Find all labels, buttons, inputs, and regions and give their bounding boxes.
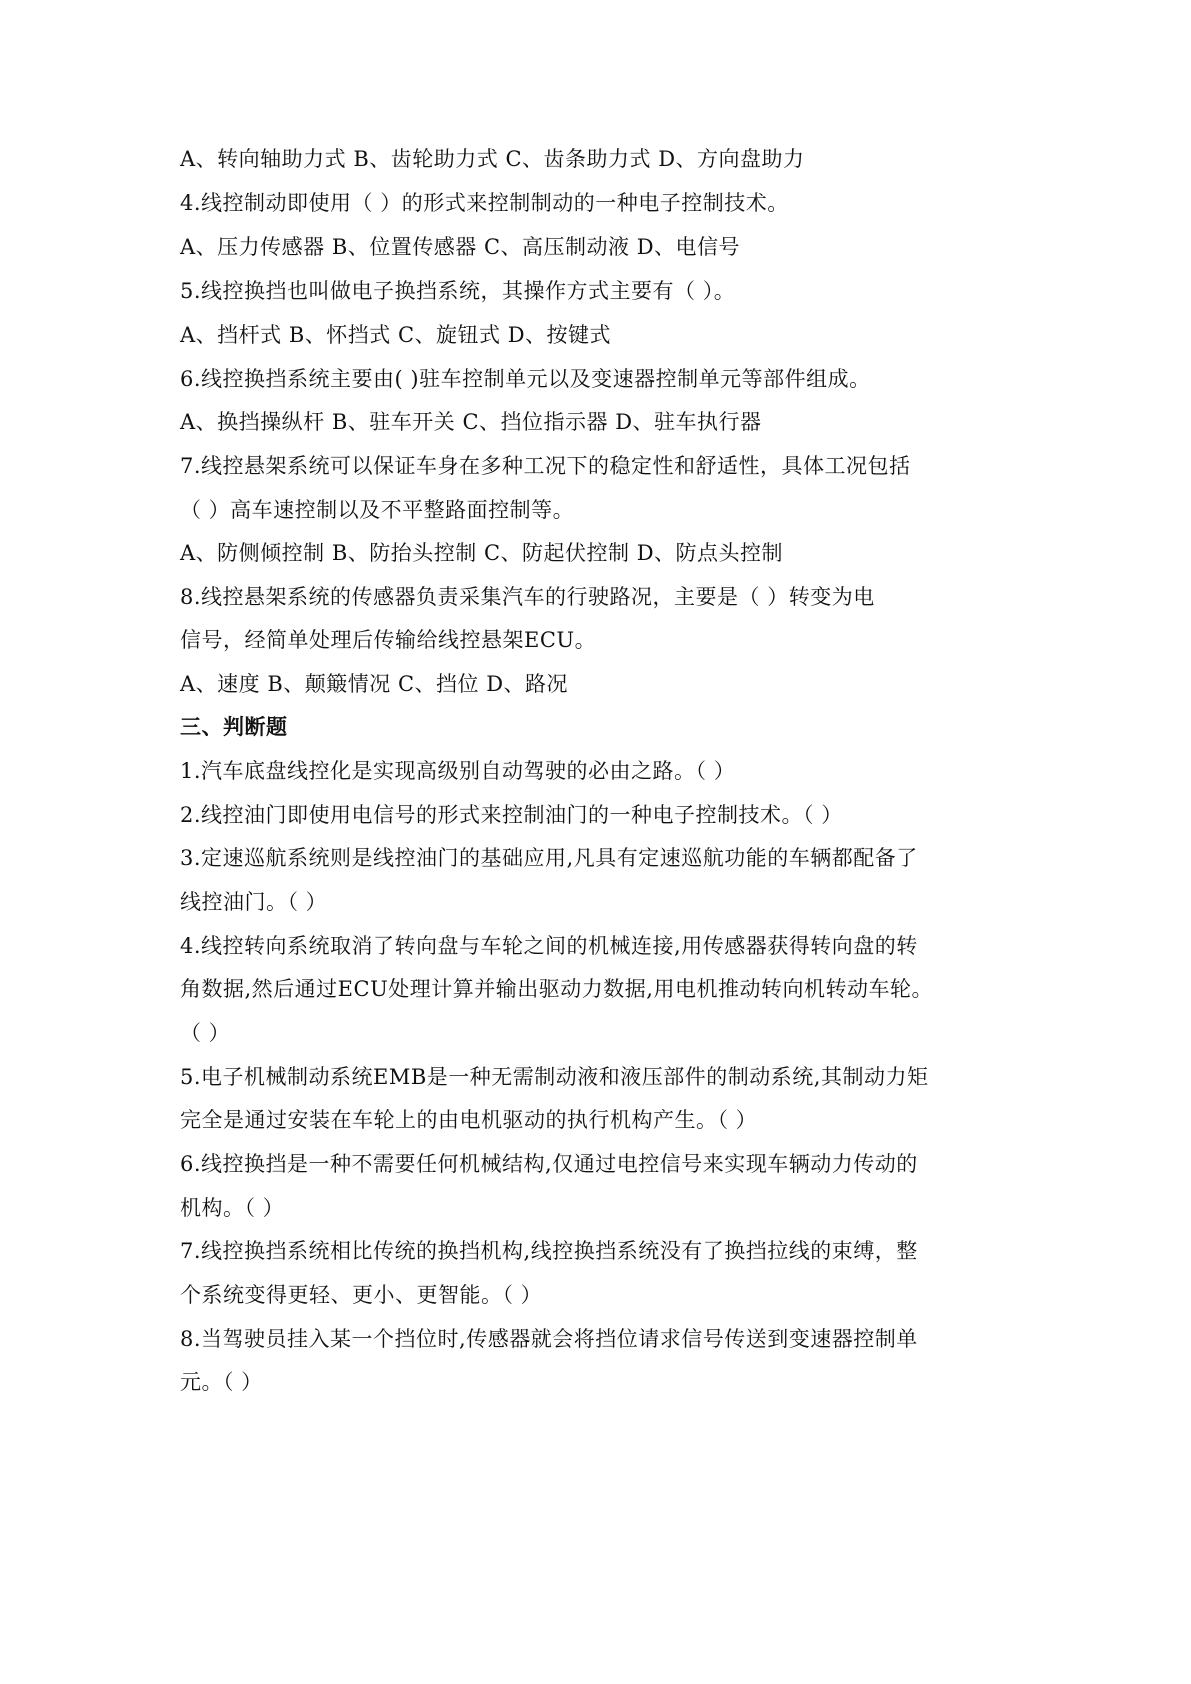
tf-question-2: 2.线控油门即使用电信号的形式来控制油门的一种电子控制技术。（ ） [180,803,843,827]
tf-question-4-line-3: （ ） [180,1021,231,1045]
tf-question-7-line-1: 7.线控换挡系统相比传统的换挡机构,线控换挡系统没有了换挡拉线的束缚，整 [180,1239,918,1263]
question-7-line-2: （ ）高车速控制以及不平整路面控制等。 [180,498,575,522]
question-4: 4.线控制动即使用（ ）的形式来控制制动的一种电子控制技术。 [180,191,789,215]
question-8-line-1: 8.线控悬架系统的传感器负责采集汽车的行驶路况，主要是（ ）转变为电 [180,585,875,609]
tf-question-4-line-2: 角数据,然后通过ECU处理计算并输出驱动力数据,用电机推动转向机转动车轮。 [180,977,933,1001]
question-5: 5.线控换挡也叫做电子换挡系统，其操作方式主要有（ ）。 [180,279,736,303]
options-q8: A、速度 B、颠簸情况 C、挡位 D、路况 [180,672,569,696]
options-q4: A、压力传感器 B、位置传感器 C、高压制动液 D、电信号 [180,235,741,259]
tf-question-1: 1.汽车底盘线控化是实现高级别自动驾驶的必由之路。（ ） [180,759,736,783]
tf-question-4-line-1: 4.线控转向系统取消了转向盘与车轮之间的机械连接,用传感器获得转向盘的转 [180,934,918,958]
tf-question-3-line-2: 线控油门。（ ） [180,890,328,914]
tf-question-8-line-1: 8.当驾驶员挂入某一个挡位时,传感器就会将挡位请求信号传送到变速器控制单 [180,1327,918,1351]
tf-question-8-line-2: 元。（ ） [180,1370,263,1394]
options-q5: A、挡杆式 B、怀挡式 C、旋钮式 D、按键式 [180,323,612,347]
tf-question-5-line-2: 完全是通过安装在车轮上的由电机驱动的执行机构产生。（ ） [180,1108,758,1132]
question-7-line-1: 7.线控悬架系统可以保证车身在多种工况下的稳定性和舒适性，具体工况包括 [180,454,911,478]
options-q3: A、转向轴助力式 B、齿轮助力式 C、齿条助力式 D、方向盘助力 [180,147,805,171]
options-q6: A、换挡操纵杆 B、驻车开关 C、挡位指示器 D、驻车执行器 [180,410,762,434]
tf-question-7-line-2: 个系统变得更轻、更小、更智能。（ ） [180,1283,543,1307]
question-8-line-2: 信号，经简单处理后传输给线控悬架ECU。 [180,628,597,652]
question-6: 6.线控换挡系统主要由( )驻车控制单元以及变速器控制单元等部件组成。 [180,367,871,391]
tf-question-6-line-1: 6.线控换挡是一种不需要任何机械结构,仅通过电控信号来实现车辆动力传动的 [180,1152,918,1176]
section-heading-true-false: 三、判断题 [180,715,288,739]
options-q7: A、防侧倾控制 B、防抬头控制 C、防起伏控制 D、防点头控制 [180,541,784,565]
tf-question-5-line-1: 5.电子机械制动系统EMB是一种无需制动液和液压部件的制动系统,其制动力矩 [180,1065,929,1089]
tf-question-3-line-1: 3.定速巡航系统则是线控油门的基础应用,凡具有定速巡航功能的车辆都配备了 [180,846,918,870]
tf-question-6-line-2: 机构。（ ） [180,1196,285,1220]
